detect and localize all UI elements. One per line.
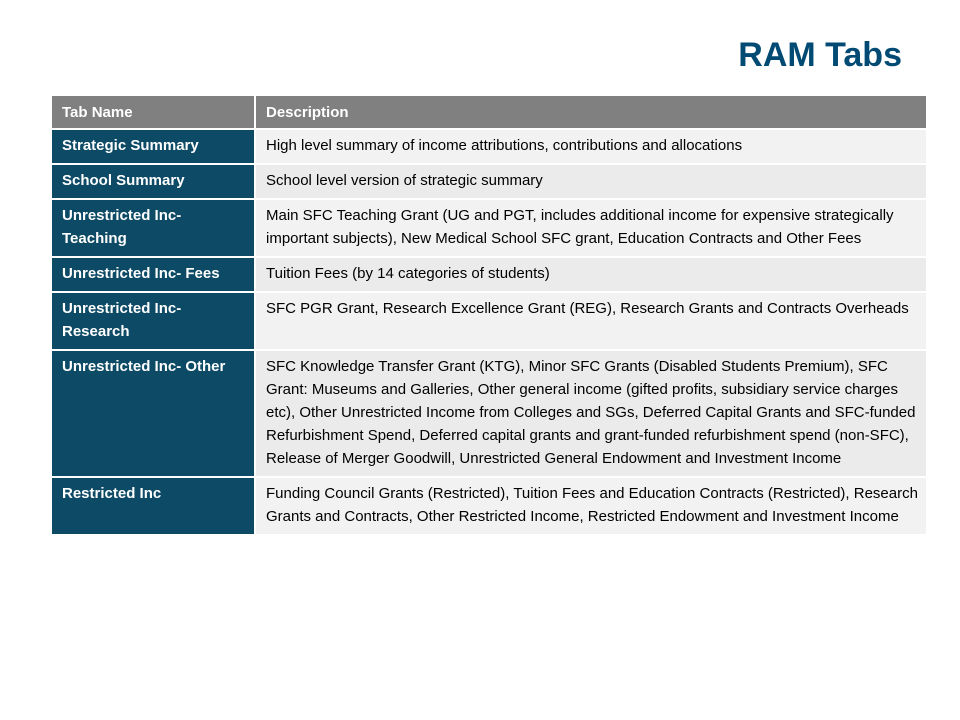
tab-name-cell: Unrestricted Inc- Research [51,292,255,350]
tab-name-cell: Unrestricted Inc- Other [51,350,255,477]
description-cell: Tuition Fees (by 14 categories of students) [255,257,927,292]
table-row [51,350,927,477]
tab-name-cell: Strategic Summary [51,129,255,164]
column-header-description: Description [255,95,927,129]
description-cell: School level version of strategic summary [255,164,927,199]
table-row [51,477,927,535]
table-header-row [51,95,927,129]
description-cell: SFC PGR Grant, Research Excellence Grant (REG), Research Grants and Contracts Overheads [255,292,927,350]
table-row [51,199,927,257]
column-header-tab-name: Tab Name [51,95,255,129]
tab-name-cell: School Summary [51,164,255,199]
tab-name-cell: Unrestricted Inc- Fees [51,257,255,292]
table-row [51,292,927,350]
description-cell: Main SFC Teaching Grant (UG and PGT, includes additional income for expensive strategically important subjects), New Medical School SFC grant, Education Contracts and Other Fees [255,199,927,257]
description-cell: Funding Council Grants (Restricted), Tuition Fees and Education Contracts (Restricted), Research Grants and Contracts, Other Restricted Income, Restricted Endowment and Investment Income [255,477,927,535]
description-cell: SFC Knowledge Transfer Grant (KTG), Minor SFC Grants (Disabled Students Premium), SFC Grant: Museums and Galleries, Other general income (gifted profits, subsidiary service charges etc), Other Unrestricted Income from Colleges and SGs, Deferred Capital Grants and SFC-funded Refurbishment Spend, Deferred capital grants and grant-funded refurbishment spend (non-SFC), Release of Merger Goodwill, Unrestricted General Endowment and Investment Income [255,350,927,477]
table-row [51,257,927,292]
page-title: RAM Tabs [738,36,902,74]
ram-tabs-table [50,94,928,536]
table-row [51,164,927,199]
tab-name-cell: Restricted Inc [51,477,255,535]
tab-name-cell: Unrestricted Inc- Teaching [51,199,255,257]
description-cell: High level summary of income attributions, contributions and allocations [255,129,927,164]
table-row [51,129,927,164]
